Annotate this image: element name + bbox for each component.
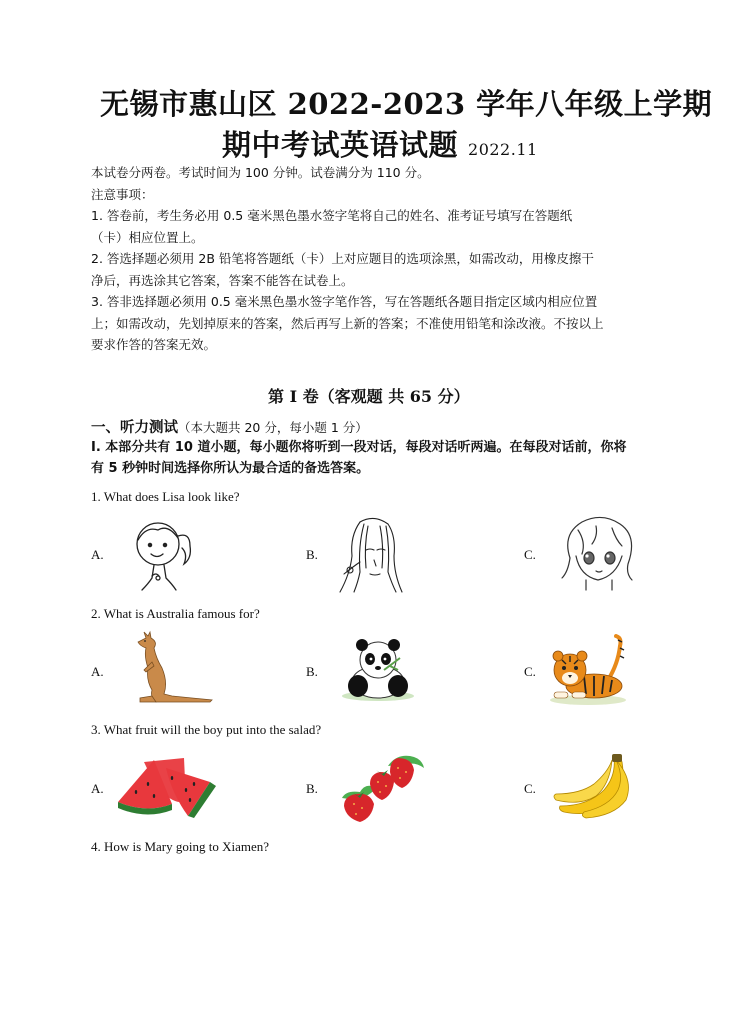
exam-notice: [91, 162, 604, 356]
question-3: 3. What fruit will the boy put into the salad?: [91, 722, 322, 737]
notice-item-3-cont2: 要求作答的答案无效。: [91, 337, 217, 352]
notice-item-1: 1. 答卷前，考生务必用 0.5 毫米黑色墨水签字笔将自己的姓名、准考证号填写在答题纸: [91, 208, 573, 223]
part-instructions: [91, 437, 626, 479]
notice-item-1-cont: （卡）相应位置上。: [91, 229, 204, 245]
section-title: 第 I 卷（客观题 共 65 分）: [268, 387, 470, 406]
notice-line: 本试卷分两卷。考试时间为 100 分钟。试卷满分为 110 分。: [91, 165, 430, 180]
notice-heading: 注意事项：: [91, 186, 154, 202]
q2-option-c-label: C.: [524, 664, 536, 679]
q1-option-a-label: A.: [91, 547, 104, 562]
exam-title-line2: [222, 123, 538, 164]
question-1: 1. What does Lisa look like?: [91, 489, 240, 504]
instruction-line-2: 有 5 秒钟时间选择你所认为最合适的备选答案。: [91, 461, 370, 476]
notice-item-3: 3. 答非选择题必须用 0.5 毫米黑色墨水签字笔作答，写在答题纸各题目指定区域内相应位置: [91, 294, 598, 309]
q2-option-a-label: A.: [91, 664, 104, 679]
panda-icon: [340, 636, 416, 702]
girl-ponytail-drawing-icon: [128, 518, 198, 590]
exam-date: 2022.11: [468, 140, 538, 159]
q3-option-c-label: C.: [524, 781, 536, 796]
q2-option-b-label: B.: [306, 664, 318, 679]
watermelon-icon: [114, 754, 218, 822]
question-4: 4. How is Mary going to Xiamen?: [91, 839, 270, 854]
q3-option-b-label: B.: [306, 781, 318, 796]
part-label: 一、听力测试: [91, 420, 178, 436]
q1-option-c-label: C.: [524, 547, 536, 562]
woman-long-hair-drawing-icon: [330, 516, 418, 592]
kangaroo-icon: [132, 632, 216, 704]
notice-item-3-cont: 上；如需改动，先划掉原来的答案，然后再写上新的答案；不准使用铅笔和涂改液。不按以上: [91, 315, 604, 331]
tiger-icon: [548, 634, 630, 706]
notice-item-2: 2. 答选择题必须用 2B 铅笔将答题纸（卡）上对应题目的选项涂黑，如需改动，用橡皮擦干: [91, 251, 594, 266]
instruction-line-1: Ⅰ. 本部分共有 10 道小题，每小题你将听到一段对话，每段对话听两遍。在每段对话前，你将: [91, 440, 627, 455]
part-heading: [91, 416, 368, 437]
girl-short-hair-drawing-icon: [556, 514, 646, 590]
q3-option-a-label: A.: [91, 781, 104, 796]
exam-title-line1: 无锡市惠山区 2022-2023 学年八年级上学期: [100, 87, 713, 121]
banana-icon: [552, 754, 636, 820]
question-2: 2. What is Australia famous for?: [91, 606, 260, 621]
strawberry-icon: [336, 752, 428, 824]
q1-option-b-label: B.: [306, 547, 318, 562]
notice-item-2-cont: 净后，再选涂其它答案，答案不能答在试卷上。: [91, 272, 354, 288]
part-note: （本大题共 20 分，每小题 1 分）: [178, 420, 368, 435]
exam-title-text: 期中考试英语试题: [222, 128, 459, 162]
